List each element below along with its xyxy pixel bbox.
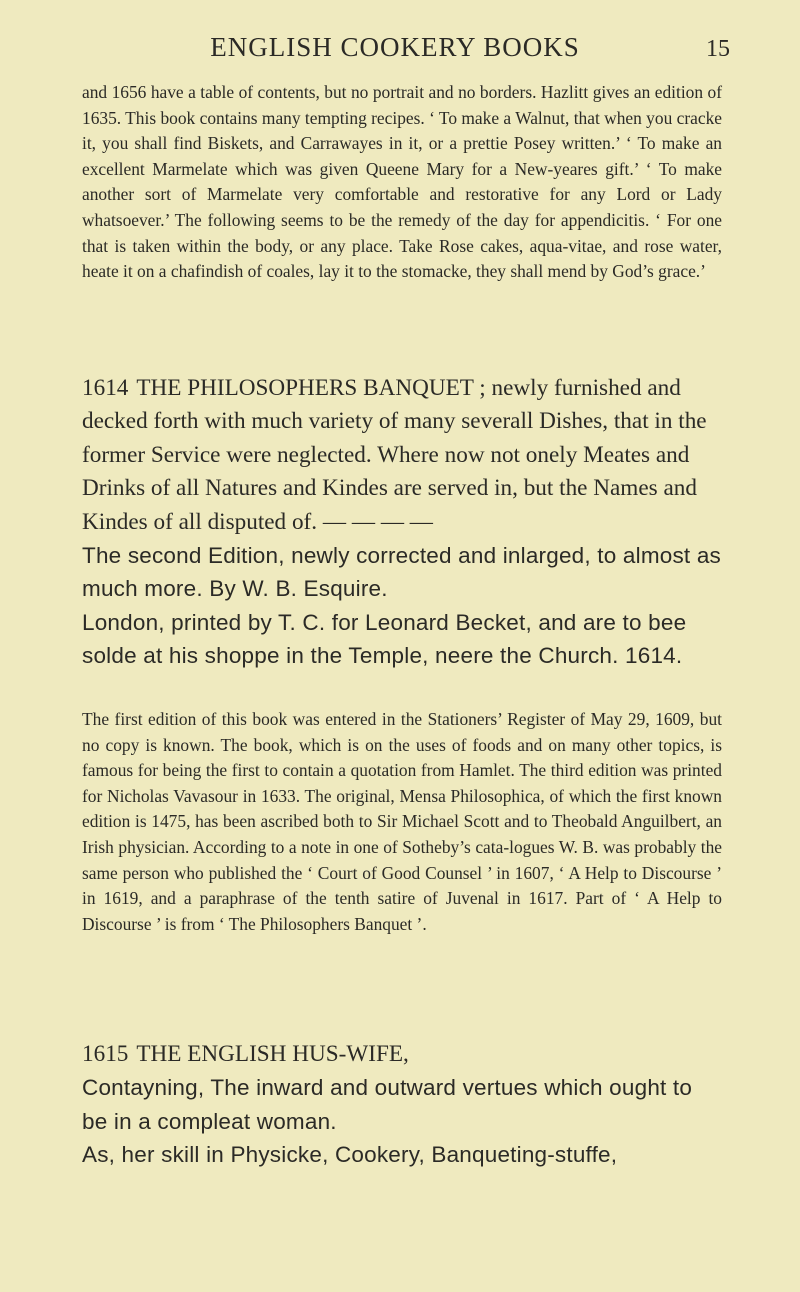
entry-description <box>82 707 722 937</box>
page-header <box>60 30 730 70</box>
entry-philosophers-banquet <box>82 372 722 673</box>
entry-subtitle: newly furnished and decked forth with much variety of many severall Dishes, that in the former Service were neglected. Where now not onely Meates and Drinks of all Natures and Kindes are served in, but the Names and Kindes of all disputed of. — — — — <box>82 375 707 535</box>
entry-year: 1615 <box>82 1041 129 1067</box>
entry-heading <box>82 372 722 539</box>
entry-title: THE PHILOSOPHERS BANQUET ; <box>136 375 486 401</box>
entry-edition: The second Edition, newly corrected and inlarged, to almost as much more. By W. B. Esquire. <box>82 543 721 602</box>
page-number: 15 <box>706 36 730 62</box>
entry-title: THE ENGLISH HUS-WIFE, <box>136 1041 409 1067</box>
running-head: ENGLISH COOKERY BOOKS <box>210 32 580 62</box>
entry-year: 1614 <box>82 375 129 401</box>
entry-imprint: London, printed by T. C. for Leonard Becket, and are to bee solde at his shoppe in the Temple, neere the Church. 1614. <box>82 609 687 669</box>
entry-subtitle-continued: As, her skill in Physicke, Cookery, Banqueting-stuffe, <box>82 1142 618 1168</box>
entry-subtitle: Contayning, The inward and outward vertues which ought to be in a compleat woman. <box>82 1075 693 1134</box>
description-text: The first edition of this book was entered in the Stationers’ Register of May 29, 1609, but no copy is known. The book, which is on the uses of foods and on many other topics, is famous for being the first to contain a quotation from Hamlet. The third edition was printed for Nicholas Vavasour in 1633. The original, Mensa Philosophica, of which the first known edition is 1475, has been ascribed both to Sir Michael Scott and to Theobald Anguilbert, an Irish physician. According to a note in one of Sotheby’s cata-logues W. B. was probably the same person who published the ‘ Court of Good Counsel ’ in 1607, ‘ A Help to Discourse ’ in 1619, and a paraphrase of the tenth satire of Juvenal in 1617. Part of ‘ A Help to Discourse ’ is from ‘ The Philosophers Banquet ’. <box>82 709 722 934</box>
continuation-text: and 1656 have a table of contents, but no portrait and no borders. Hazlitt gives an edition of 1635. This book contains many tempting recipes. ‘ To make a Walnut, that when you cracke it, you shall find Biskets, and Carrawayes in it, or a prettie Posey written.’ ‘ To make an excellent Marmelate which was given Queene Mary for a New-yeares gift.’ ‘ To make another sort of Marmelate very comfortable and restorative for any Lord or Lady whatsoever.’ The following seems to be the remedy of the day for appendicitis. ‘ For one that is taken within the body, or any place. Take Rose cakes, aqua-vitae, and rose water, heate it on a chafindish of coales, lay it to the stomacke, they shall mend by God’s grace.’ <box>82 82 722 282</box>
entry-english-huswife <box>82 1038 722 1172</box>
entry-heading <box>82 1038 722 1071</box>
continuation-paragraph <box>82 80 722 285</box>
